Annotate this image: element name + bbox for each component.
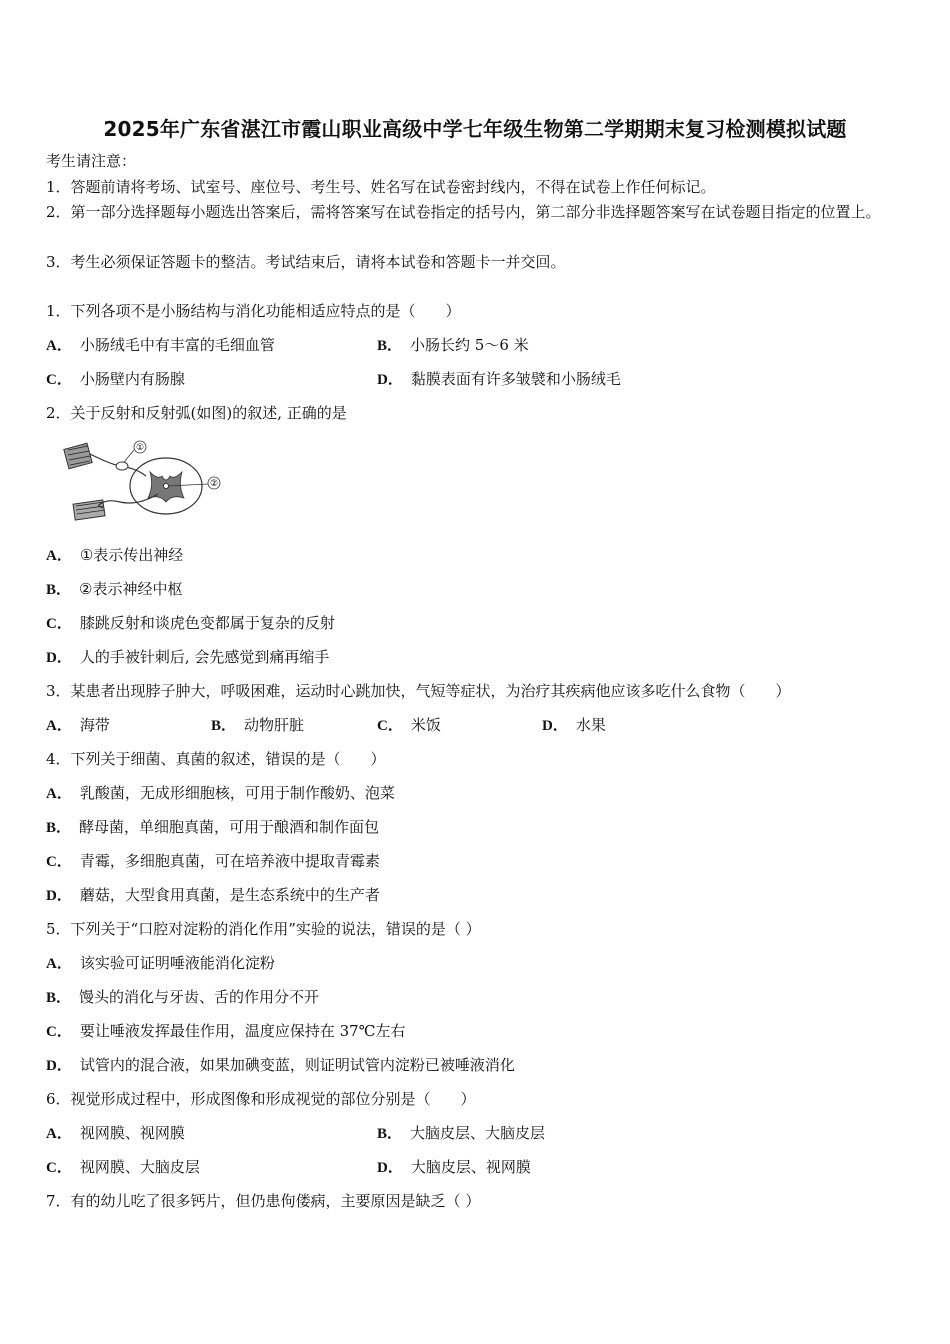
question-number: 7． xyxy=(46,1192,71,1210)
notice-item-1: 1．答题前请将考场、试室号、座位号、考生号、姓名写在试卷密封线内，不得在试卷上作任何标记。 xyxy=(46,178,716,196)
effector-icon xyxy=(73,500,105,520)
option-4c[interactable]: C． 青霉，多细胞真菌，可在培养液中提取青霉素 xyxy=(46,852,380,870)
figure-label-1: ① xyxy=(135,443,145,453)
option-5c[interactable]: C． 要让唾液发挥最佳作用，温度应保持在 37℃左右 xyxy=(46,1022,406,1040)
question-number: 5． xyxy=(46,920,71,938)
question-1 xyxy=(46,301,461,321)
question-text: 下列关于“口腔对淀粉的消化作用”实验的说法，错误的是（ ） xyxy=(70,920,481,938)
question-6 xyxy=(46,1089,476,1109)
receptor-icon xyxy=(64,443,92,469)
option-5b[interactable]: B． 馒头的消化与牙齿、舌的作用分不开 xyxy=(46,988,320,1006)
option-1a[interactable]: A． 小肠绒毛中有丰富的毛细血管 xyxy=(46,336,275,354)
page-title: 2025年广东省湛江市霞山职业高级中学七年级生物第二学期期末复习检测模拟试题 xyxy=(103,117,847,141)
notice-heading: 考生请注意： xyxy=(46,152,137,170)
question-number: 4． xyxy=(46,750,71,768)
question-text: 下列各项不是小肠结构与消化功能相适应特点的是（ ） xyxy=(70,302,461,320)
option-3d[interactable]: D． 水果 xyxy=(542,716,606,734)
option-6a[interactable]: A． 视网膜、视网膜 xyxy=(46,1124,185,1142)
option-2c[interactable]: C． 膝跳反射和谈虎色变都属于复杂的反射 xyxy=(46,614,335,632)
option-1d[interactable]: D． 黏膜表面有许多皱襞和小肠绒毛 xyxy=(377,370,621,388)
reflex-arc-figure xyxy=(58,436,228,530)
question-text: 关于反射和反射弧(如图)的叙述, 正确的是 xyxy=(70,404,347,422)
question-number: 2． xyxy=(46,404,71,422)
question-2 xyxy=(46,403,347,423)
question-text: 某患者出现脖子肿大，呼吸困难，运动时心跳加快，气短等症状，为治疗其疾病他应该多吃什么食物（ ） xyxy=(70,682,791,700)
option-1b[interactable]: B． 小肠长约 5～6 米 xyxy=(377,336,529,354)
option-3c[interactable]: C． 米饭 xyxy=(377,716,441,734)
question-7 xyxy=(46,1191,480,1211)
notice-item-3: 3．考生必须保证答题卡的整洁。考试结束后，请将本试卷和答题卡一并交回。 xyxy=(46,253,566,271)
question-number: 1． xyxy=(46,302,71,320)
question-text: 有的幼儿吃了很多钙片，但仍患佝偻病，主要原因是缺乏（ ） xyxy=(70,1192,481,1210)
question-text: 视觉形成过程中，形成图像和形成视觉的部位分别是（ ） xyxy=(70,1090,476,1108)
option-4a[interactable]: A． 乳酸菌，无成形细胞核，可用于制作酸奶、泡菜 xyxy=(46,784,395,802)
option-3a[interactable]: A． 海带 xyxy=(46,716,110,734)
option-5d[interactable]: D． 试管内的混合液，如果加碘变蓝，则证明试管内淀粉已被唾液消化 xyxy=(46,1056,515,1074)
option-6b[interactable]: B． 大脑皮层、大脑皮层 xyxy=(377,1124,546,1142)
question-3 xyxy=(46,681,791,701)
option-3b[interactable]: B． 动物肝脏 xyxy=(211,716,305,734)
option-4b[interactable]: B． 酵母菌，单细胞真菌，可用于酿酒和制作面包 xyxy=(46,818,380,836)
option-6c[interactable]: C． 视网膜、大脑皮层 xyxy=(46,1158,200,1176)
option-2a[interactable]: A． ①表示传出神经 xyxy=(46,546,184,564)
question-4 xyxy=(46,749,386,769)
question-number: 6． xyxy=(46,1090,71,1108)
option-1c[interactable]: C． 小肠壁内有肠腺 xyxy=(46,370,185,388)
figure-label-2: ② xyxy=(209,479,219,489)
option-2d[interactable]: D． 人的手被针刺后, 会先感觉到痛再缩手 xyxy=(46,648,330,666)
question-number: 3． xyxy=(46,682,71,700)
spinal-cord-icon xyxy=(130,458,202,514)
option-6d[interactable]: D． 大脑皮层、视网膜 xyxy=(377,1158,531,1176)
option-2b[interactable]: B． ②表示神经中枢 xyxy=(46,580,183,598)
option-4d[interactable]: D． 蘑菇，大型食用真菌，是生态系统中的生产者 xyxy=(46,886,380,904)
notice-item-2: 2．第一部分选择题每小题选出答案后，需将答案写在试卷指定的括号内，第二部分非选择题答案写在试卷题目指定的位置上。 xyxy=(46,203,881,221)
option-5a[interactable]: A． 该实验可证明唾液能消化淀粉 xyxy=(46,954,275,972)
question-text: 下列关于细菌、真菌的叙述，错误的是（ ） xyxy=(70,750,386,768)
question-5 xyxy=(46,919,481,939)
